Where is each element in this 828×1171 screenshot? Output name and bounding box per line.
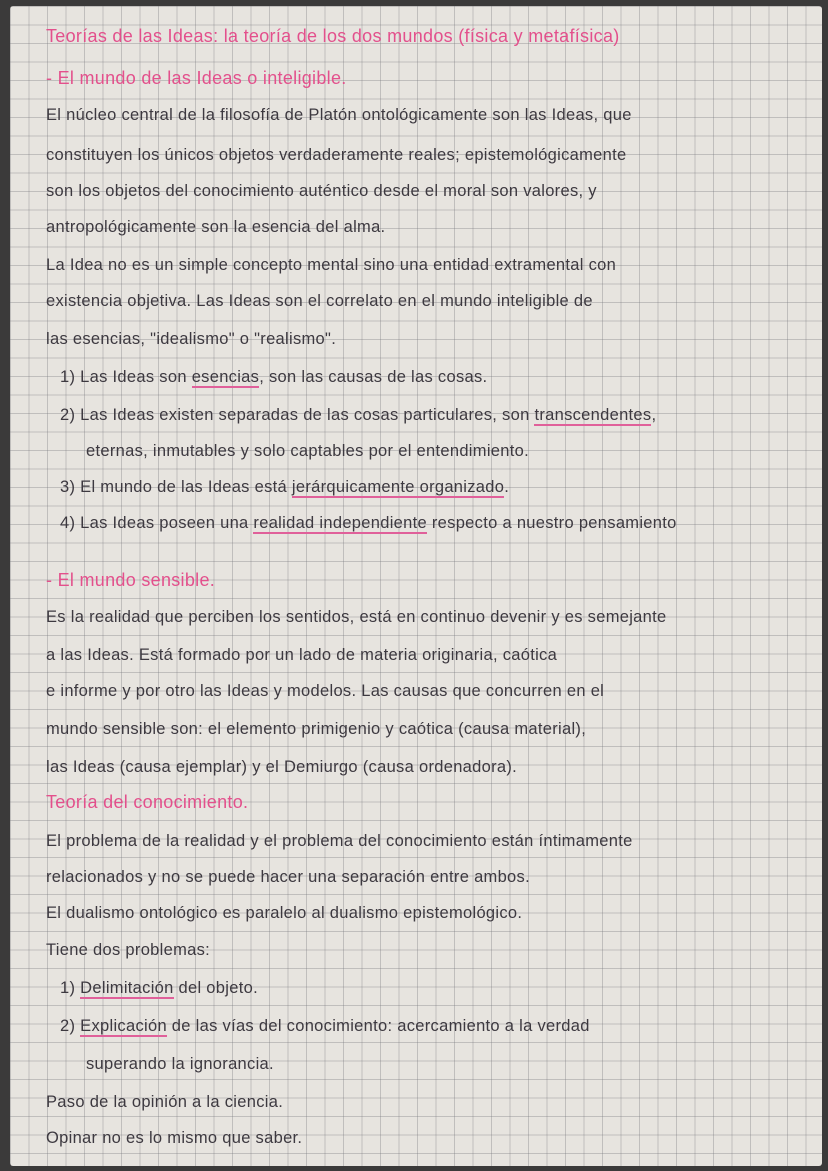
list-item <box>60 1017 590 1036</box>
text: del objeto. <box>173 979 258 997</box>
text-line: son los objetos del conocimiento auténtico desde el moral son valores, y <box>46 182 597 200</box>
text-line: las esencias, "idealismo" o "realismo". <box>46 330 337 348</box>
text-line: La Idea no es un simple concepto mental sino una entidad extramental con <box>46 256 617 274</box>
text-line: Opinar no es lo mismo que saber. <box>46 1129 303 1147</box>
underlined-term: realidad independiente <box>253 514 427 532</box>
list-item <box>60 368 487 387</box>
text: 2) Las Ideas existen separadas de las cosas particulares, son <box>60 406 535 424</box>
list-item-continuation: superando la ignorancia. <box>86 1055 274 1073</box>
text-line: constituyen los únicos objetos verdaderamente reales; epistemológicamente <box>46 146 627 164</box>
list-item-continuation: eternas, inmutables y solo captables por el entendimiento. <box>86 442 529 460</box>
text: de las vías del conocimiento: acercamiento a la verdad <box>166 1017 590 1035</box>
underlined-term: jerárquicamente organizado <box>291 478 505 496</box>
text-line: a las Ideas. Está formado por un lado de materia originaria, caótica <box>46 646 558 664</box>
text-line: El problema de la realidad y el problema del conocimiento están íntimamente <box>46 832 633 850</box>
text-line: antropológicamente son la esencia del alma. <box>46 218 386 236</box>
section-heading-sensible: - El mundo sensible. <box>46 570 216 590</box>
text: 1) <box>60 979 81 997</box>
page-title: Teorías de las Ideas: la teoría de los dos mundos (física y metafísica) <box>46 26 620 46</box>
text: . <box>504 478 510 496</box>
notebook-page <box>10 6 822 1166</box>
text-line: Paso de la opinión a la ciencia. <box>46 1093 284 1111</box>
section-heading-conocimiento: Teoría del conocimiento. <box>46 792 249 812</box>
text-line: e informe y por otro las Ideas y modelos. Las causas que concurren en el <box>46 682 605 700</box>
text-line: las Ideas (causa ejemplar) y el Demiurgo (causa ordenadora). <box>46 758 518 776</box>
text-line: relacionados y no se puede hacer una separación entre ambos. <box>46 868 530 886</box>
list-item <box>60 478 509 497</box>
section-heading-ideas: - El mundo de las Ideas o inteligible. <box>46 68 347 88</box>
list-item <box>60 514 677 533</box>
text: 1) Las Ideas son <box>60 368 192 386</box>
underlined-term: Explicación <box>80 1017 167 1035</box>
text-line: existencia objetiva. Las Ideas son el correlato en el mundo inteligible de <box>46 292 593 310</box>
list-item <box>60 406 656 425</box>
text: 4) Las Ideas poseen una <box>60 514 254 532</box>
text-line: El dualismo ontológico es paralelo al dualismo epistemológico. <box>46 904 523 922</box>
underlined-term: Delimitación <box>80 979 174 997</box>
text-line: mundo sensible son: el elemento primigenio y caótica (causa material), <box>46 720 587 738</box>
text: respecto a nuestro pensamiento <box>427 514 677 532</box>
text: , <box>651 406 657 424</box>
text: 2) <box>60 1017 81 1035</box>
text-line: El núcleo central de la filosofía de Platón ontológicamente son las Ideas, que <box>46 106 632 124</box>
underlined-term: esencias <box>191 368 260 386</box>
text: , son las causas de las cosas. <box>259 368 488 386</box>
text-line: Tiene dos problemas: <box>46 941 211 959</box>
text: 3) El mundo de las Ideas está <box>60 478 292 496</box>
list-item <box>60 979 258 998</box>
underlined-term: transcendentes <box>534 406 652 424</box>
text-line: Es la realidad que perciben los sentidos, está en continuo devenir y es semejante <box>46 608 667 626</box>
